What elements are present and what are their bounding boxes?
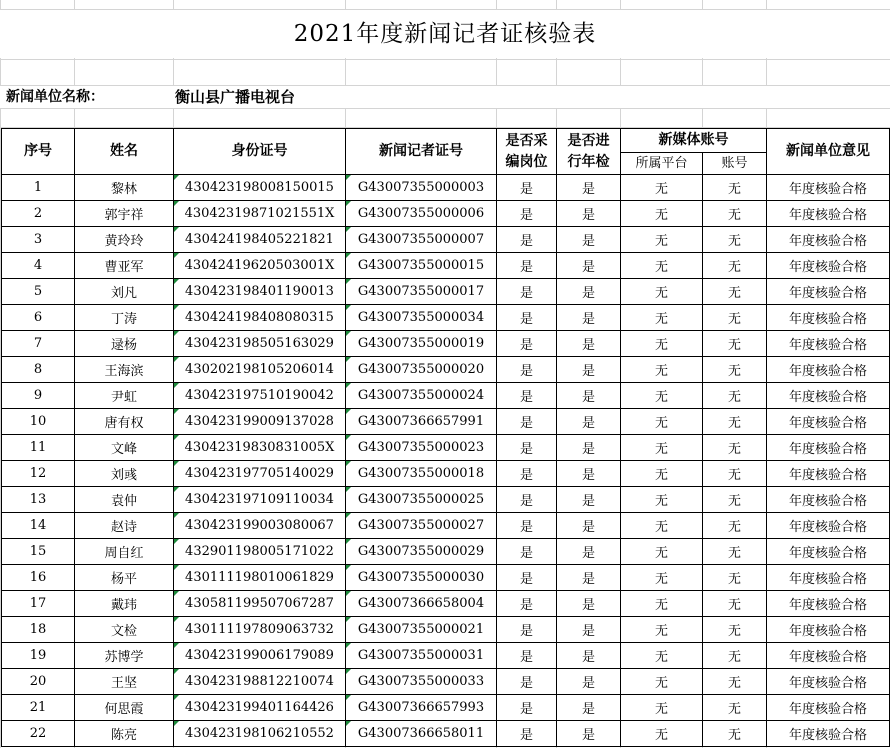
cell-staff[interactable]: 是: [497, 435, 557, 461]
cell-annual[interactable]: 是: [557, 409, 621, 435]
cell-account[interactable]: 无: [703, 591, 767, 617]
cell-annual[interactable]: 是: [557, 617, 621, 643]
cell-cert[interactable]: G43007366658011: [346, 721, 497, 747]
cell-opinion[interactable]: 年度核验合格: [767, 305, 890, 331]
cell-name[interactable]: 赵诗: [75, 513, 174, 539]
cell-opinion[interactable]: 年度核验合格: [767, 175, 890, 201]
cell-staff[interactable]: 是: [497, 539, 557, 565]
cell-annual[interactable]: 是: [557, 357, 621, 383]
cell-id[interactable]: 430111197809063732: [174, 617, 346, 643]
table-row[interactable]: [2, 253, 890, 279]
cell-seq[interactable]: 14: [2, 513, 75, 539]
header-media: 新媒体账号: [621, 129, 767, 153]
cell-platform[interactable]: 无: [621, 435, 703, 461]
cell-staff[interactable]: 是: [497, 721, 557, 747]
cell-opinion[interactable]: 年度核验合格: [767, 201, 890, 227]
cell-staff[interactable]: 是: [497, 383, 557, 409]
cell-opinion[interactable]: 年度核验合格: [767, 539, 890, 565]
cell-opinion[interactable]: 年度核验合格: [767, 643, 890, 669]
cell-name[interactable]: 周自红: [75, 539, 174, 565]
cell-cert[interactable]: G43007355000015: [346, 253, 497, 279]
cell-seq[interactable]: 11: [2, 435, 75, 461]
cell-seq[interactable]: 2: [2, 201, 75, 227]
cell-name[interactable]: 黄玲玲: [75, 227, 174, 253]
cell-opinion[interactable]: 年度核验合格: [767, 487, 890, 513]
cell-id[interactable]: 430423199006179089: [174, 643, 346, 669]
cell-id[interactable]: 430423198401190013: [174, 279, 346, 305]
cell-account[interactable]: 无: [703, 357, 767, 383]
header-name: 姓名: [75, 129, 174, 175]
table-row[interactable]: [2, 565, 890, 591]
cell-staff[interactable]: 是: [497, 357, 557, 383]
cell-staff[interactable]: 是: [497, 279, 557, 305]
header-account: 账号: [703, 153, 767, 175]
gridline: [0, 108, 890, 109]
cell-cert[interactable]: G43007355000034: [346, 305, 497, 331]
cell-annual[interactable]: 是: [557, 591, 621, 617]
cell-cert[interactable]: G43007355000017: [346, 279, 497, 305]
cell-platform[interactable]: 无: [621, 487, 703, 513]
cell-annual[interactable]: 是: [557, 175, 621, 201]
cell-seq[interactable]: 22: [2, 721, 75, 747]
cell-account[interactable]: 无: [703, 513, 767, 539]
cell-platform[interactable]: 无: [621, 591, 703, 617]
cell-cert[interactable]: G43007355000030: [346, 565, 497, 591]
table-row[interactable]: [2, 617, 890, 643]
cell-id[interactable]: 430424198405221821: [174, 227, 346, 253]
gridline: [0, 59, 890, 60]
cell-annual[interactable]: 是: [557, 461, 621, 487]
cell-opinion[interactable]: 年度核验合格: [767, 565, 890, 591]
cell-platform[interactable]: 无: [621, 565, 703, 591]
cell-staff[interactable]: 是: [497, 669, 557, 695]
cell-account[interactable]: 无: [703, 487, 767, 513]
cell-seq[interactable]: 4: [2, 253, 75, 279]
cell-staff[interactable]: 是: [497, 305, 557, 331]
cell-name[interactable]: 苏博学: [75, 643, 174, 669]
cell-staff[interactable]: 是: [497, 513, 557, 539]
cell-seq[interactable]: 7: [2, 331, 75, 357]
cell-account[interactable]: 无: [703, 175, 767, 201]
cell-account[interactable]: 无: [703, 565, 767, 591]
cell-cert[interactable]: G43007366657991: [346, 409, 497, 435]
unit-label: 新闻单位名称：: [6, 89, 104, 105]
cell-annual[interactable]: 是: [557, 669, 621, 695]
cell-id[interactable]: 430423198008150015: [174, 175, 346, 201]
cell-opinion[interactable]: 年度核验合格: [767, 331, 890, 357]
cell-staff[interactable]: 是: [497, 487, 557, 513]
unit-name: 衡山县广播电视台: [175, 88, 296, 106]
cell-cert[interactable]: G43007355000025: [346, 487, 497, 513]
table-row[interactable]: [2, 201, 890, 227]
cell-annual[interactable]: 是: [557, 201, 621, 227]
table-row[interactable]: [2, 409, 890, 435]
cell-opinion[interactable]: 年度核验合格: [767, 409, 890, 435]
cell-opinion[interactable]: 年度核验合格: [767, 513, 890, 539]
header-platform: 所属平台: [621, 153, 703, 175]
cell-cert[interactable]: G43007355000021: [346, 617, 497, 643]
cell-platform[interactable]: 无: [621, 617, 703, 643]
cell-seq[interactable]: 13: [2, 487, 75, 513]
cell-staff[interactable]: 是: [497, 331, 557, 357]
table-row[interactable]: [2, 357, 890, 383]
cell-seq[interactable]: 9: [2, 383, 75, 409]
cell-name[interactable]: 郭宇祥: [75, 201, 174, 227]
cell-annual[interactable]: 是: [557, 695, 621, 721]
cell-cert[interactable]: G43007355000006: [346, 201, 497, 227]
table-row[interactable]: [2, 539, 890, 565]
cell-account[interactable]: 无: [703, 331, 767, 357]
cell-id[interactable]: 430423197705140029: [174, 461, 346, 487]
cell-platform[interactable]: 无: [621, 253, 703, 279]
unit-row: [0, 86, 890, 108]
cell-opinion[interactable]: 年度核验合格: [767, 591, 890, 617]
cell-annual[interactable]: 是: [557, 487, 621, 513]
header-annual-line2: 行年检: [567, 153, 610, 170]
cell-name[interactable]: 戴玮: [75, 591, 174, 617]
cell-account[interactable]: 无: [703, 643, 767, 669]
cell-name[interactable]: 袁仲: [75, 487, 174, 513]
cell-id[interactable]: 432901198005171022: [174, 539, 346, 565]
cell-platform[interactable]: 无: [621, 669, 703, 695]
table-row[interactable]: [2, 513, 890, 539]
cell-staff[interactable]: 是: [497, 201, 557, 227]
cell-cert[interactable]: G43007355000003: [346, 175, 497, 201]
cell-name[interactable]: 逯杨: [75, 331, 174, 357]
table-row[interactable]: [2, 279, 890, 305]
cell-platform[interactable]: 无: [621, 383, 703, 409]
cell-id[interactable]: 430424198408080315: [174, 305, 346, 331]
cell-name[interactable]: 曹亚军: [75, 253, 174, 279]
cell-staff[interactable]: 是: [497, 617, 557, 643]
cell-cert[interactable]: G43007355000031: [346, 643, 497, 669]
cell-opinion[interactable]: 年度核验合格: [767, 253, 890, 279]
table-row[interactable]: [2, 175, 890, 201]
cell-annual[interactable]: 是: [557, 305, 621, 331]
cell-cert[interactable]: G43007366658004: [346, 591, 497, 617]
cell-staff[interactable]: 是: [497, 643, 557, 669]
cell-account[interactable]: 无: [703, 539, 767, 565]
cell-id[interactable]: 430423198505163029: [174, 331, 346, 357]
table-row[interactable]: [2, 435, 890, 461]
cell-annual[interactable]: 是: [557, 643, 621, 669]
cell-account[interactable]: 无: [703, 383, 767, 409]
page-title: 2021年度新闻记者证核验表: [0, 10, 890, 58]
cell-name[interactable]: 杨平: [75, 565, 174, 591]
cell-annual[interactable]: 是: [557, 721, 621, 747]
cell-platform[interactable]: 无: [621, 279, 703, 305]
cell-name[interactable]: 文峰: [75, 435, 174, 461]
cell-account[interactable]: 无: [703, 461, 767, 487]
cell-opinion[interactable]: 年度核验合格: [767, 669, 890, 695]
cell-seq[interactable]: 15: [2, 539, 75, 565]
cell-account[interactable]: 无: [703, 253, 767, 279]
cell-cert[interactable]: G43007355000007: [346, 227, 497, 253]
table-row[interactable]: [2, 227, 890, 253]
cell-cert[interactable]: G43007355000024: [346, 383, 497, 409]
cell-account[interactable]: 无: [703, 409, 767, 435]
cell-annual[interactable]: 是: [557, 565, 621, 591]
cell-cert[interactable]: G43007355000033: [346, 669, 497, 695]
cell-staff[interactable]: 是: [497, 253, 557, 279]
table-body: [2, 175, 890, 747]
cell-annual[interactable]: 是: [557, 227, 621, 253]
cell-name[interactable]: 何思霞: [75, 695, 174, 721]
verification-table: [1, 128, 890, 747]
cell-staff[interactable]: 是: [497, 461, 557, 487]
cell-account[interactable]: 无: [703, 435, 767, 461]
cell-name[interactable]: 文检: [75, 617, 174, 643]
cell-platform[interactable]: 无: [621, 331, 703, 357]
cell-id[interactable]: 43042319830831005X: [174, 435, 346, 461]
cell-staff[interactable]: 是: [497, 227, 557, 253]
cell-id[interactable]: 43042419620503001X: [174, 253, 346, 279]
cell-opinion[interactable]: 年度核验合格: [767, 383, 890, 409]
table-row[interactable]: [2, 643, 890, 669]
cell-id[interactable]: 430202198105206014: [174, 357, 346, 383]
cell-id[interactable]: 430423199009137028: [174, 409, 346, 435]
cell-name[interactable]: 刘彧: [75, 461, 174, 487]
cell-platform[interactable]: 无: [621, 305, 703, 331]
table-row[interactable]: [2, 591, 890, 617]
cell-platform[interactable]: 无: [621, 461, 703, 487]
cell-seq[interactable]: 12: [2, 461, 75, 487]
header-id: 身份证号: [174, 129, 346, 175]
cell-platform[interactable]: 无: [621, 643, 703, 669]
cell-id[interactable]: 430423197510190042: [174, 383, 346, 409]
cell-opinion[interactable]: 年度核验合格: [767, 695, 890, 721]
cell-opinion[interactable]: 年度核验合格: [767, 721, 890, 747]
cell-id[interactable]: 430423197109110034: [174, 487, 346, 513]
cell-id[interactable]: 430581199507067287: [174, 591, 346, 617]
cell-account[interactable]: 无: [703, 695, 767, 721]
header-annual: [557, 129, 621, 175]
cell-cert[interactable]: G43007355000020: [346, 357, 497, 383]
cell-cert[interactable]: G43007366657993: [346, 695, 497, 721]
cell-seq[interactable]: 1: [2, 175, 75, 201]
header-opinion: 新闻单位意见: [767, 129, 890, 175]
cell-annual[interactable]: 是: [557, 253, 621, 279]
cell-name[interactable]: 陈亮: [75, 721, 174, 747]
cell-seq[interactable]: 18: [2, 617, 75, 643]
cell-cert[interactable]: G43007355000027: [346, 513, 497, 539]
header-seq: 序号: [2, 129, 75, 175]
cell-platform[interactable]: 无: [621, 201, 703, 227]
cell-opinion[interactable]: 年度核验合格: [767, 279, 890, 305]
cell-platform[interactable]: 无: [621, 695, 703, 721]
cell-staff[interactable]: 是: [497, 409, 557, 435]
table-row[interactable]: [2, 487, 890, 513]
cell-seq[interactable]: 17: [2, 591, 75, 617]
cell-name[interactable]: 唐有权: [75, 409, 174, 435]
cell-annual[interactable]: 是: [557, 279, 621, 305]
cell-seq[interactable]: 16: [2, 565, 75, 591]
cell-staff[interactable]: 是: [497, 565, 557, 591]
header-staff-line1: 是否采: [505, 132, 548, 149]
cell-opinion[interactable]: 年度核验合格: [767, 435, 890, 461]
cell-annual[interactable]: 是: [557, 435, 621, 461]
cell-platform[interactable]: 无: [621, 175, 703, 201]
cell-id[interactable]: 430423199003080067: [174, 513, 346, 539]
table-row[interactable]: [2, 695, 890, 721]
table-row[interactable]: [2, 383, 890, 409]
header-cert: 新闻记者证号: [346, 129, 497, 175]
cell-staff[interactable]: 是: [497, 591, 557, 617]
cell-platform[interactable]: 无: [621, 513, 703, 539]
cell-platform[interactable]: 无: [621, 721, 703, 747]
cell-seq[interactable]: 3: [2, 227, 75, 253]
cell-name[interactable]: 丁涛: [75, 305, 174, 331]
cell-opinion[interactable]: 年度核验合格: [767, 617, 890, 643]
cell-account[interactable]: 无: [703, 721, 767, 747]
cell-cert[interactable]: G43007355000018: [346, 461, 497, 487]
cell-name[interactable]: 黎林: [75, 175, 174, 201]
cell-id[interactable]: 430423198812210074: [174, 669, 346, 695]
header-staff-line2: 编岗位: [505, 153, 548, 170]
cell-id[interactable]: 430423198106210552: [174, 721, 346, 747]
cell-platform[interactable]: 无: [621, 227, 703, 253]
cell-id[interactable]: 430111198010061829: [174, 565, 346, 591]
cell-cert[interactable]: G43007355000023: [346, 435, 497, 461]
cell-platform[interactable]: 无: [621, 409, 703, 435]
cell-name[interactable]: 王坚: [75, 669, 174, 695]
cell-account[interactable]: 无: [703, 201, 767, 227]
cell-platform[interactable]: 无: [621, 539, 703, 565]
cell-opinion[interactable]: 年度核验合格: [767, 227, 890, 253]
cell-seq[interactable]: 21: [2, 695, 75, 721]
cell-name[interactable]: 尹虹: [75, 383, 174, 409]
header-staff: [497, 129, 557, 175]
table-row[interactable]: [2, 669, 890, 695]
cell-id[interactable]: 43042319871021551X: [174, 201, 346, 227]
cell-name[interactable]: 刘凡: [75, 279, 174, 305]
cell-account[interactable]: 无: [703, 617, 767, 643]
cell-account[interactable]: 无: [703, 305, 767, 331]
cell-seq[interactable]: 20: [2, 669, 75, 695]
cell-seq[interactable]: 5: [2, 279, 75, 305]
table-row[interactable]: [2, 305, 890, 331]
cell-annual[interactable]: 是: [557, 513, 621, 539]
table-row[interactable]: [2, 331, 890, 357]
cell-seq[interactable]: 19: [2, 643, 75, 669]
header-annual-line1: 是否进: [567, 132, 610, 149]
cell-opinion[interactable]: 年度核验合格: [767, 461, 890, 487]
cell-account[interactable]: 无: [703, 227, 767, 253]
table-row[interactable]: [2, 721, 890, 747]
cell-name[interactable]: 王海滨: [75, 357, 174, 383]
cell-account[interactable]: 无: [703, 669, 767, 695]
cell-account[interactable]: 无: [703, 279, 767, 305]
cell-platform[interactable]: 无: [621, 357, 703, 383]
cell-cert[interactable]: G43007355000019: [346, 331, 497, 357]
cell-annual[interactable]: 是: [557, 383, 621, 409]
cell-seq[interactable]: 10: [2, 409, 75, 435]
cell-annual[interactable]: 是: [557, 539, 621, 565]
cell-opinion[interactable]: 年度核验合格: [767, 357, 890, 383]
cell-seq[interactable]: 6: [2, 305, 75, 331]
cell-id[interactable]: 430423199401164426: [174, 695, 346, 721]
cell-seq[interactable]: 8: [2, 357, 75, 383]
table-row[interactable]: [2, 461, 890, 487]
cell-staff[interactable]: 是: [497, 695, 557, 721]
cell-annual[interactable]: 是: [557, 331, 621, 357]
cell-staff[interactable]: 是: [497, 175, 557, 201]
cell-cert[interactable]: G43007355000029: [346, 539, 497, 565]
